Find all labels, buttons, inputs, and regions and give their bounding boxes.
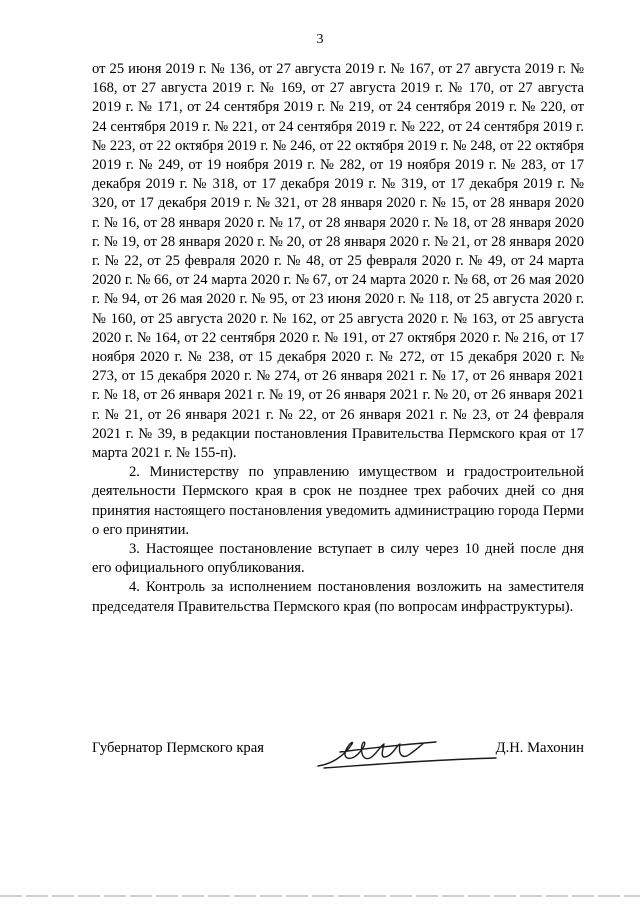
page-number: 3 [316, 32, 324, 47]
document-body [92, 60, 584, 617]
paragraph-item-4: 4. Контроль за исполнением постановления возложить на заместителя председателя Правительства Пермского края (по вопросам инфраструктуры). [92, 579, 584, 615]
signatory-title: Губернатор Пермского края [92, 740, 264, 756]
scan-footer-line [0, 895, 640, 897]
handwritten-signature-image [310, 734, 500, 774]
paragraph-item-2: 2. Министерству по управлению имуществом и градостроительной деятельности Пермского края в срок не позднее трех рабочих дней со дня принятия настоящего постановления уведомить администрацию города Перми о его принятии. [92, 464, 584, 538]
signature-block [92, 734, 584, 774]
paragraph-continuation: от 25 июня 2019 г. № 136, от 27 августа 2019 г. № 167, от 27 августа 2019 г. № 168, от 27 августа 2019 г. № 169, от 27 августа 2019 г. № 170, от 27 августа 2019 г. № 171, от 24 сентября 2019 г. № 219, от 24 сентября 2019 г. № 220, от 24 сентября 2019 г. № 221, от 24 сентября 2019 г. № 222, от 24 сентября 2019 г. № 223, от 22 октября 2019 г. № 246, от 22 октября 2019 г. № 248, от 22 октября 2019 г. № 249, от 19 ноября 2019 г. № 282, от 19 ноября 2019 г. № 283, от 17 декабря 2019 г. № 318, от 17 декабря 2019 г. № 319, от 17 декабря 2019 г. № 320, от 17 декабря 2019 г. № 321, от 28 января 2020 г. № 15, от 28 января 2020 г. № 16, от 28 января 2020 г. № 17, от 28 января 2020 г. № 18, от 28 января 2020 г. № 19, от 28 января 2020 г. № 20, от 28 января 2020 г. № 21, от 28 января 2020 г. № 22, от 25 февраля 2020 г. № 48, от 25 февраля 2020 г. № 49, от 24 марта 2020 г. № 66, от 24 марта 2020 г. № 67, от 24 марта 2020 г. № 68, от 26 мая 2020 г. № 94, от 26 мая 2020 г. № 95, от 23 июня 2020 г. № 118, от 25 августа 2020 г. № 160, от 25 августа 2020 г. № 162, от 25 августа 2020 г. № 163, от 25 августа 2020 г. № 164, от 22 сентября 2020 г. № 191, от 27 октября 2020 г. № 216, от 17 ноября 2020 г. № 238, от 15 декабря 2020 г. № 272, от 15 декабря 2020 г. № 273, от 15 декабря 2020 г. № 274, от 26 января 2021 г. № 17, от 26 января 2021 г. № 18, от 26 января 2021 г. № 19, от 26 января 2021 г. № 20, от 26 января 2021 г. № 21, от 26 января 2021 г. № 22, от 26 января 2021 г. № 23, от 24 февраля 2021 г. № 39, в редакции постановления Правительства Пермского края от 17 марта 2021 г. № 155-п). [92, 61, 584, 462]
paragraph-item-3: 3. Настоящее постановление вступает в силу через 10 дней после дня его официального опубликования. [92, 541, 584, 577]
signatory-name: Д.Н. Махонин [495, 740, 584, 756]
